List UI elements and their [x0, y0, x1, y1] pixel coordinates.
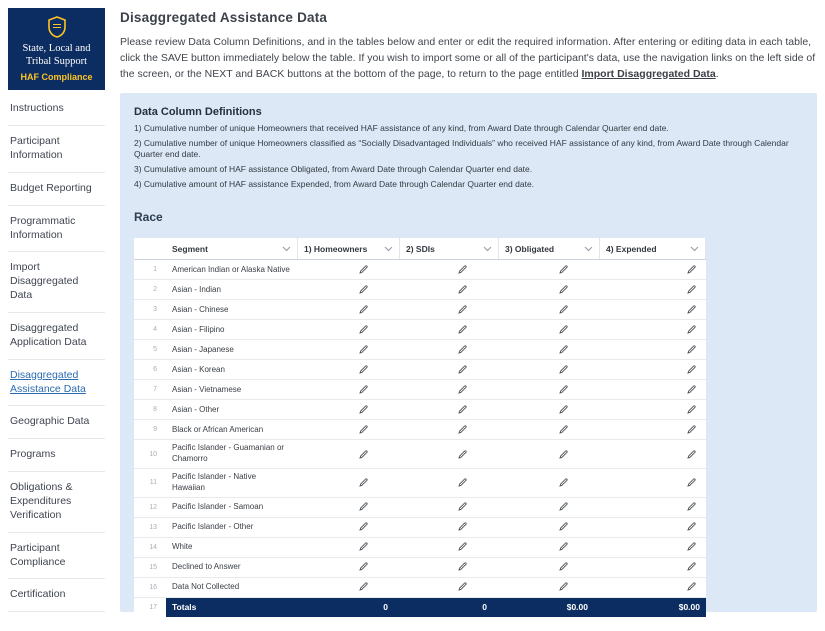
- edit-cell-homeowners[interactable]: [298, 381, 400, 399]
- edit-icon: [686, 404, 697, 415]
- sidebar-item-import-disaggregated-data[interactable]: [8, 252, 105, 313]
- edit-icon: [457, 364, 468, 375]
- definition-line: 1) Cumulative number of unique Homeowners that received HAF assistance of any kind, from Award Date through Calendar Quarter end date.: [134, 123, 669, 134]
- row-number: 5: [153, 346, 157, 354]
- sidebar-item-label: Participant Information: [10, 135, 63, 161]
- edit-icon: [457, 501, 468, 512]
- segment-label: Asian - Indian: [172, 284, 221, 294]
- edit-icon: [457, 404, 468, 415]
- edit-icon: [358, 541, 369, 552]
- edit-cell-expended[interactable]: [600, 538, 706, 556]
- edit-cell-sdis[interactable]: [400, 281, 499, 299]
- row-number: 8: [153, 406, 157, 414]
- column-header-4-expended[interactable]: [600, 238, 706, 259]
- edit-icon: [358, 364, 369, 375]
- edit-cell-obligated[interactable]: [499, 538, 600, 556]
- edit-icon: [686, 384, 697, 395]
- table-row: [134, 420, 706, 440]
- sidebar-item-participant-compliance[interactable]: [8, 533, 105, 580]
- column-header-label: 3) Obligated: [505, 243, 555, 254]
- segment-label: Pacific Islander - Native Hawaiian: [172, 472, 257, 492]
- edit-icon: [558, 284, 569, 295]
- totals-row: [134, 598, 706, 617]
- edit-icon: [457, 581, 468, 592]
- sidebar-item-label: Disaggregated Application Data: [10, 321, 87, 348]
- edit-icon: [358, 384, 369, 395]
- edit-cell-expended[interactable]: [600, 301, 706, 319]
- edit-cell-expended[interactable]: [600, 518, 706, 536]
- segment-label: Asian - Filipino: [172, 324, 225, 334]
- race-table: [134, 238, 706, 616]
- sidebar-item-label: Certification: [10, 588, 66, 601]
- segment-label: Asian - Chinese: [172, 304, 229, 314]
- segment-label: American Indian or Alaska Native: [172, 264, 290, 274]
- sidebar-item-label: Participant Compliance: [10, 541, 66, 568]
- chevron-down-icon: [384, 246, 393, 252]
- edit-icon: [686, 364, 697, 375]
- edit-icon: [558, 344, 569, 355]
- table-row: [134, 400, 706, 420]
- edit-cell-sdis[interactable]: [400, 401, 499, 419]
- edit-icon: [686, 324, 697, 335]
- sidebar-item-label: Disaggregated Assistance Data: [10, 368, 86, 395]
- edit-icon: [457, 384, 468, 395]
- edit-icon: [358, 344, 369, 355]
- edit-icon: [358, 264, 369, 275]
- edit-cell-obligated[interactable]: [499, 381, 600, 399]
- row-number: 2: [153, 286, 157, 294]
- row-number: 14: [149, 543, 157, 551]
- edit-cell-homeowners[interactable]: [298, 321, 400, 339]
- race-section-title: Race: [134, 210, 163, 225]
- definition-line: 3) Cumulative amount of HAF assistance Obligated, from Award Date through Calendar Quarter end date.: [134, 164, 533, 175]
- definition-line: 2) Cumulative number of unique Homeowners classified as “Socially Disadvantaged Individuals” who received HAF assistance of any kind, from Award Date through Calendar Quarter end date.: [134, 138, 789, 160]
- totals-row-number: 17: [134, 598, 166, 617]
- edit-cell-sdis[interactable]: [400, 321, 499, 339]
- edit-cell-homeowners[interactable]: [298, 361, 400, 379]
- edit-cell-obligated[interactable]: [499, 445, 600, 463]
- edit-cell-obligated[interactable]: [499, 518, 600, 536]
- row-number: 10: [149, 450, 157, 458]
- edit-cell-homeowners[interactable]: [298, 301, 400, 319]
- totals-expended: $0.00: [600, 598, 706, 617]
- edit-icon: [358, 284, 369, 295]
- table-header-row: [134, 238, 706, 260]
- edit-icon: [686, 561, 697, 572]
- edit-cell-obligated[interactable]: [499, 401, 600, 419]
- edit-cell-homeowners[interactable]: [298, 498, 400, 516]
- row-number: 3: [153, 306, 157, 314]
- edit-cell-obligated[interactable]: [499, 498, 600, 516]
- edit-icon: [358, 324, 369, 335]
- column-header-1-homeowners[interactable]: [298, 238, 400, 259]
- segment-label: White: [172, 541, 193, 551]
- app-subtitle: HAF Compliance: [20, 72, 93, 83]
- edit-cell-expended[interactable]: [600, 558, 706, 576]
- table-row: [134, 498, 706, 518]
- edit-cell-obligated[interactable]: [499, 558, 600, 576]
- edit-icon: [686, 424, 697, 435]
- edit-icon: [686, 477, 697, 488]
- edit-icon: [558, 264, 569, 275]
- edit-icon: [558, 581, 569, 592]
- table-row: [134, 469, 706, 498]
- table-body: [134, 260, 706, 597]
- edit-cell-obligated[interactable]: [499, 301, 600, 319]
- sidebar-item-programmatic-information[interactable]: [8, 206, 105, 253]
- edit-icon: [457, 521, 468, 532]
- segment-label: Asian - Other: [172, 404, 220, 414]
- edit-icon: [358, 449, 369, 460]
- sidebar-item-participant-information[interactable]: [8, 126, 105, 173]
- intro-text-after: .: [715, 67, 719, 80]
- segment-label: Data Not Collected: [172, 581, 240, 591]
- edit-cell-expended[interactable]: [600, 361, 706, 379]
- edit-cell-expended[interactable]: [600, 474, 706, 492]
- edit-icon: [457, 284, 468, 295]
- edit-cell-expended[interactable]: [600, 498, 706, 516]
- edit-cell-sdis[interactable]: [400, 341, 499, 359]
- segment-label: Pacific Islander - Other: [172, 521, 254, 531]
- edit-cell-sdis[interactable]: [400, 301, 499, 319]
- edit-cell-obligated[interactable]: [499, 361, 600, 379]
- edit-icon: [457, 344, 468, 355]
- edit-icon: [558, 449, 569, 460]
- sidebar-item-certification[interactable]: [8, 579, 105, 612]
- edit-cell-expended[interactable]: [600, 341, 706, 359]
- edit-icon: [358, 501, 369, 512]
- edit-cell-sdis[interactable]: [400, 578, 499, 596]
- sidebar-item-label: Instructions: [10, 102, 64, 115]
- table-row: [134, 518, 706, 538]
- sidebar-item-instructions[interactable]: [8, 93, 105, 126]
- edit-icon: [558, 521, 569, 532]
- table-row: [134, 320, 706, 340]
- sidebar-item-label: Budget Reporting: [10, 181, 92, 194]
- edit-icon: [457, 561, 468, 572]
- edit-icon: [558, 404, 569, 415]
- edit-icon: [686, 521, 697, 532]
- chevron-down-icon: [483, 246, 492, 252]
- sidebar-item-programs[interactable]: [8, 439, 105, 472]
- import-disaggregated-data-link[interactable]: Import Disaggregated Data: [581, 67, 716, 80]
- edit-cell-sdis[interactable]: [400, 518, 499, 536]
- edit-icon: [457, 304, 468, 315]
- edit-cell-homeowners[interactable]: [298, 578, 400, 596]
- row-number: 6: [153, 366, 157, 374]
- edit-cell-obligated[interactable]: [499, 321, 600, 339]
- shield-icon: [47, 16, 67, 38]
- totals-sdis: 0: [400, 598, 499, 617]
- row-number: 12: [149, 503, 157, 511]
- edit-cell-expended[interactable]: [600, 401, 706, 419]
- edit-icon: [558, 364, 569, 375]
- edit-cell-homeowners[interactable]: [298, 518, 400, 536]
- table-row: [134, 260, 706, 280]
- chevron-down-icon: [282, 246, 291, 252]
- edit-icon: [686, 284, 697, 295]
- edit-icon: [558, 501, 569, 512]
- edit-cell-sdis[interactable]: [400, 558, 499, 576]
- definitions-title: Data Column Definitions: [134, 106, 262, 119]
- sidebar-item-obligations-expenditures-verification[interactable]: [8, 472, 105, 533]
- edit-cell-expended[interactable]: [600, 445, 706, 463]
- edit-icon: [686, 581, 697, 592]
- column-header-label: Segment: [172, 243, 208, 254]
- sidebar-item-label: Import Disaggregated Data: [10, 261, 79, 302]
- column-header-segment[interactable]: [166, 238, 298, 259]
- edit-cell-obligated[interactable]: [499, 421, 600, 439]
- column-header-label: 2) SDIs: [406, 243, 435, 254]
- sidebar-item-label: Obligations & Expenditures Verification: [10, 481, 73, 521]
- edit-cell-homeowners[interactable]: [298, 474, 400, 492]
- edit-icon: [358, 304, 369, 315]
- row-number: 7: [153, 386, 157, 394]
- content-panel: [120, 93, 817, 612]
- segment-label: Pacific Islander - Samoan: [172, 501, 264, 511]
- row-number: 16: [149, 583, 157, 591]
- edit-icon: [558, 541, 569, 552]
- edit-cell-expended[interactable]: [600, 578, 706, 596]
- edit-icon: [686, 541, 697, 552]
- edit-cell-sdis[interactable]: [400, 261, 499, 279]
- edit-icon: [358, 404, 369, 415]
- table-row: [134, 340, 706, 360]
- table-row: [134, 380, 706, 400]
- edit-cell-sdis[interactable]: [400, 361, 499, 379]
- edit-cell-sdis[interactable]: [400, 538, 499, 556]
- edit-cell-obligated[interactable]: [499, 474, 600, 492]
- edit-icon: [457, 449, 468, 460]
- edit-icon: [686, 449, 697, 460]
- main-content: [120, 10, 817, 612]
- edit-cell-homeowners[interactable]: [298, 281, 400, 299]
- edit-icon: [686, 264, 697, 275]
- row-number: 1: [153, 266, 157, 274]
- sidebar-item-label: Geographic Data: [10, 415, 90, 428]
- segment-label: Asian - Japanese: [172, 344, 234, 354]
- edit-icon: [686, 344, 697, 355]
- edit-cell-sdis[interactable]: [400, 381, 499, 399]
- edit-cell-homeowners[interactable]: [298, 421, 400, 439]
- edit-icon: [558, 384, 569, 395]
- sidebar-item-budget-reporting[interactable]: [8, 173, 105, 206]
- edit-cell-obligated[interactable]: [499, 281, 600, 299]
- app-logo: [8, 8, 105, 90]
- sidebar-item-label: Programs: [10, 448, 56, 461]
- edit-icon: [558, 561, 569, 572]
- edit-icon: [686, 304, 697, 315]
- edit-icon: [358, 561, 369, 572]
- table-row: [134, 578, 706, 598]
- edit-cell-expended[interactable]: [600, 381, 706, 399]
- sidebar-item-disaggregated-assistance-data[interactable]: [8, 360, 105, 407]
- edit-cell-homeowners[interactable]: [298, 261, 400, 279]
- sidebar-item-disaggregated-application-data[interactable]: [8, 313, 105, 360]
- segment-label: Asian - Korean: [172, 364, 225, 374]
- definitions-list: [134, 123, 803, 190]
- table-row: [134, 300, 706, 320]
- definition-line: 4) Cumulative amount of HAF assistance Expended, from Award Date through Calendar Quarter end date.: [134, 179, 535, 190]
- table-row: [134, 280, 706, 300]
- row-number: 4: [153, 326, 157, 334]
- edit-cell-obligated[interactable]: [499, 578, 600, 596]
- edit-cell-homeowners[interactable]: [298, 445, 400, 463]
- edit-icon: [457, 477, 468, 488]
- segment-label: Pacific Islander - Guamanian or Chamorro: [172, 443, 285, 464]
- intro-text-before: Please review Data Column Definitions, and in the tables below and enter or edit the required information. After entering or editing data in each table, click the SAVE button immediately below the table. If you wish to import some or all of the participant's data, use the navigation links on the left side of the screen, or the NEXT and BACK buttons at the bottom of the page, to return to the page entitled: [120, 36, 816, 80]
- edit-cell-expended[interactable]: [600, 281, 706, 299]
- edit-icon: [457, 541, 468, 552]
- edit-cell-expended[interactable]: [600, 261, 706, 279]
- page-title: Disaggregated Assistance Data: [120, 10, 328, 25]
- intro-text: [120, 35, 817, 82]
- edit-icon: [358, 581, 369, 592]
- column-header-label: 4) Expended: [606, 243, 657, 254]
- edit-icon: [558, 324, 569, 335]
- edit-cell-homeowners[interactable]: [298, 558, 400, 576]
- row-number: 13: [149, 523, 157, 531]
- edit-icon: [558, 424, 569, 435]
- sidebar: [8, 8, 105, 612]
- segment-label: Asian - Vietnamese: [172, 384, 242, 394]
- segment-label: Declined to Answer: [172, 561, 241, 571]
- edit-cell-sdis[interactable]: [400, 498, 499, 516]
- edit-icon: [358, 477, 369, 488]
- totals-label: Totals: [166, 598, 298, 617]
- edit-cell-obligated[interactable]: [499, 341, 600, 359]
- edit-icon: [558, 477, 569, 488]
- edit-icon: [358, 424, 369, 435]
- edit-cell-sdis[interactable]: [400, 421, 499, 439]
- edit-icon: [457, 424, 468, 435]
- row-number: 11: [149, 479, 157, 487]
- edit-cell-homeowners[interactable]: [298, 401, 400, 419]
- edit-icon: [558, 304, 569, 315]
- edit-cell-homeowners[interactable]: [298, 341, 400, 359]
- column-header-3-obligated[interactable]: [499, 238, 600, 259]
- app-title: State, Local and Tribal Support: [22, 43, 91, 68]
- row-number: 15: [149, 563, 157, 571]
- chevron-down-icon: [690, 246, 699, 252]
- edit-cell-expended[interactable]: [600, 421, 706, 439]
- sidebar-item-label: Programmatic Information: [10, 214, 76, 241]
- column-header-2-sdis[interactable]: [400, 238, 499, 259]
- row-number: 9: [153, 426, 157, 434]
- segment-label: Black or African American: [172, 424, 264, 434]
- table-row: [134, 558, 706, 578]
- table-row: [134, 538, 706, 558]
- edit-cell-expended[interactable]: [600, 321, 706, 339]
- column-header-label: 1) Homeowners: [304, 243, 368, 254]
- edit-cell-homeowners[interactable]: [298, 538, 400, 556]
- table-row: [134, 360, 706, 380]
- edit-icon: [457, 324, 468, 335]
- edit-icon: [686, 501, 697, 512]
- totals-homeowners: 0: [298, 598, 400, 617]
- edit-cell-sdis[interactable]: [400, 445, 499, 463]
- table-row: [134, 440, 706, 469]
- sidebar-nav: [8, 93, 105, 612]
- totals-obligated: $0.00: [499, 598, 600, 617]
- edit-cell-sdis[interactable]: [400, 474, 499, 492]
- edit-icon: [457, 264, 468, 275]
- edit-cell-obligated[interactable]: [499, 261, 600, 279]
- chevron-down-icon: [584, 246, 593, 252]
- edit-icon: [358, 521, 369, 532]
- sidebar-item-geographic-data[interactable]: [8, 406, 105, 439]
